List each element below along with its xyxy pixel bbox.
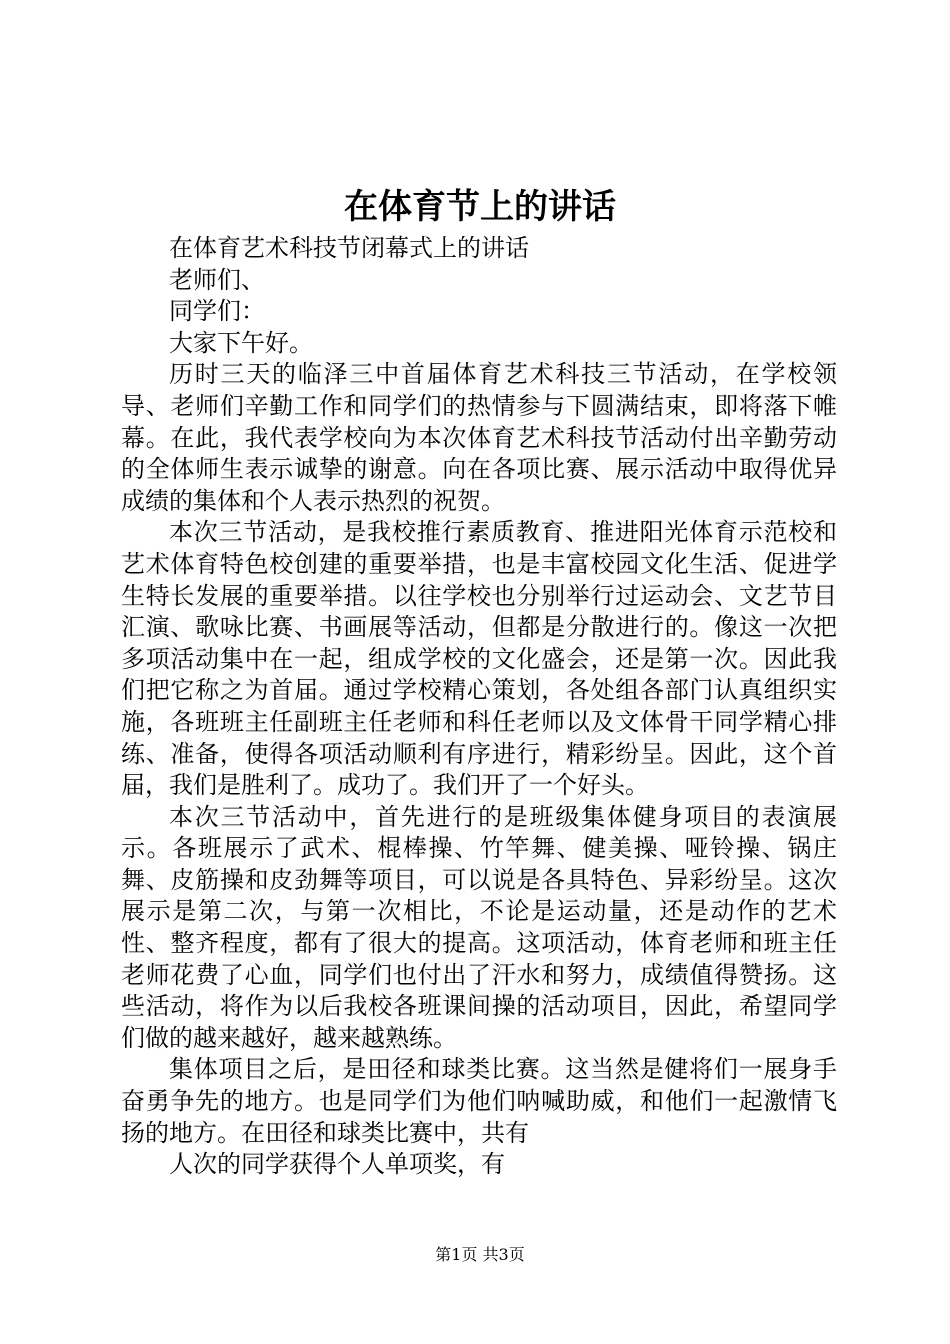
- body-paragraph: 本次三节活动，是我校推行素质教育、推进阳光体育示范校和艺术体育特色校创建的重要举措，也是丰富校园文化生活、促进学生特长发展的重要举措。以往学校也分别举行过运动会、文艺节目汇演、歌咏比赛、书画展等活动，但都是分散进行的。像这一次把多项活动集中在一起，组成学校的文化盛会，还是第一次。因此我们把它称之为首届。通过学校精心策划，各处组各部门认真组织实施，各班班主任副班主任老师和科任老师以及文体骨干同学精心排练、准备，使得各项活动顺利有序进行，精彩纷呈。因此，这个首届，我们是胜利了。成功了。我们开了一个好头。: [121, 518, 837, 800]
- body-paragraph: 本次三节活动中，首先进行的是班级集体健身项目的表演展示。各班展示了武术、棍棒操、竹竿舞、健美操、哑铃操、锅庄舞、皮筋操和皮劲舞等项目，可以说是各具特色、异彩纷呈。这次展示是第二次，与第一次相比，不论是运动量，还是动作的艺术性、整齐程度，都有了很大的提高。这项活动，体育老师和班主任老师花费了心血，同学们也付出了汗水和努力，成绩值得赞扬。这些活动，将作为以后我校各班课间操的活动项目，因此，希望同学们做的越来越好，越来越熟练。: [121, 802, 837, 1052]
- body-paragraph: 集体项目之后，是田径和球类比赛。这当然是健将们一展身手奋勇争先的地方。也是同学们为他们呐喊助威，和他们一起激情飞扬的地方。在田径和球类比赛中，共有: [121, 1055, 837, 1147]
- salutation-students: 同学们：: [169, 297, 265, 326]
- body-paragraph: 人次的同学获得个人单项奖，有: [169, 1150, 505, 1179]
- subtitle-paragraph: 在体育艺术科技节闭幕式上的讲话: [169, 234, 529, 262]
- document-title: 在体育节上的讲话: [344, 187, 616, 227]
- document-body: [121, 233, 837, 1181]
- salutation-teachers: 老师们、: [169, 265, 265, 294]
- greeting-paragraph: 大家下午好。: [169, 328, 313, 357]
- page-number-footer: 第1页 共3页: [435, 1245, 525, 1264]
- body-paragraph: 历时三天的临泽三中首届体育艺术科技三节活动，在学校领导、老师们辛勤工作和同学们的热情参与下圆满结束，即将落下帷幕。在此，我代表学校向为本次体育艺术科技节活动付出辛勤劳动的全体师生表示诚挚的谢意。向在各项比赛、展示活动中取得优异成绩的集体和个人表示热烈的祝贺。: [121, 360, 837, 515]
